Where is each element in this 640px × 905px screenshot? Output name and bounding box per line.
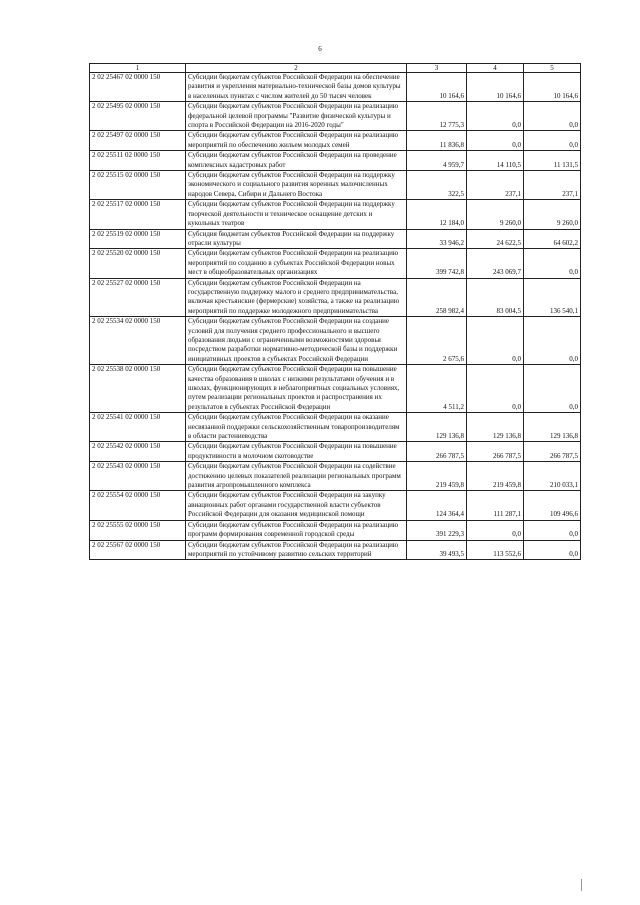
table-row <box>90 317 581 365</box>
row-col4-value: 129 136,8 <box>467 413 524 442</box>
header-col-1: 1 <box>90 64 186 73</box>
row-col4-value: 0,0 <box>467 365 524 413</box>
row-col3-value: 258 982,4 <box>407 278 467 317</box>
row-code: 2 02 25467 02 0000 150 <box>90 73 186 102</box>
row-code: 2 02 25554 02 0000 150 <box>90 491 186 520</box>
budget-table <box>89 63 581 560</box>
row-col3-value: 4 511,2 <box>407 365 467 413</box>
row-name: Субсидии бюджетам субъектов Российской Федерации на повышение качества образования в школах с низкими результатами обучения и в школах, функционирующих в неблагоприятных социальных условиях, путем реализации региональных проектов и распространения их результатов в субъектах Российской Федерации <box>186 365 407 413</box>
table-row <box>90 278 581 317</box>
row-name: Субсидии бюджетам субъектов Российской Федерации на поддержку экономического и социального развития коренных малочисленных народов Севера, Сибири и Дальнего Востока <box>186 171 407 200</box>
row-name: Субсидии бюджетам субъектов Российской Федерации на закупку авиационных работ органами государственной власти субъектов Российской Федерации для оказания медицинской помощи <box>186 491 407 520</box>
row-code: 2 02 25497 02 0000 150 <box>90 131 186 151</box>
row-col4-value: 14 110,5 <box>467 151 524 171</box>
row-name: Субсидии бюджетам субъектов Российской Федерации на реализацию программ формирования современной городской среды <box>186 520 407 540</box>
row-col4-value: 83 004,5 <box>467 278 524 317</box>
row-col5-value: 64 602,2 <box>524 229 581 249</box>
row-col3-value: 10 164,6 <box>407 73 467 102</box>
row-name: Субсидии бюджетам субъектов Российской Федерации на реализацию мероприятий по устойчивому развитию сельских территорий <box>186 540 407 560</box>
row-name: Субсидии бюджетам субъектов Российской Федерации на реализацию мероприятий по обеспечению жильем молодых семей <box>186 131 407 151</box>
row-code: 2 02 25519 02 0000 150 <box>90 229 186 249</box>
table-row <box>90 491 581 520</box>
row-col4-value: 237,1 <box>467 171 524 200</box>
row-code: 2 02 25520 02 0000 150 <box>90 249 186 278</box>
row-col5-value: 11 131,5 <box>524 151 581 171</box>
header-col-5: 5 <box>524 64 581 73</box>
row-col5-value: 0,0 <box>524 249 581 278</box>
row-col4-value: 24 622,5 <box>467 229 524 249</box>
table-row <box>90 229 581 249</box>
row-col3-value: 33 946,2 <box>407 229 467 249</box>
row-col4-value: 0,0 <box>467 131 524 151</box>
row-code: 2 02 25555 02 0000 150 <box>90 520 186 540</box>
row-col3-value: 11 836,8 <box>407 131 467 151</box>
row-code: 2 02 25538 02 0000 150 <box>90 365 186 413</box>
row-col3-value: 12 184,0 <box>407 200 467 229</box>
row-col5-value: 210 033,1 <box>524 462 581 491</box>
row-col4-value: 266 787,5 <box>467 442 524 462</box>
table-row <box>90 171 581 200</box>
row-name: Субсидии бюджетам субъектов Российской Федерации на реализацию федеральной целевой программы "Развитие физической культуры и спорта в Российской Федерации на 2016-2020 годы" <box>186 102 407 131</box>
row-col4-value: 111 287,1 <box>467 491 524 520</box>
row-col3-value: 124 364,4 <box>407 491 467 520</box>
row-col3-value: 2 675,6 <box>407 317 467 365</box>
row-col3-value: 391 229,3 <box>407 520 467 540</box>
row-col3-value: 39 493,5 <box>407 540 467 560</box>
row-col3-value: 4 959,7 <box>407 151 467 171</box>
row-name: Субсидии бюджетам субъектов Российской Федерации на содействие достижению целевых показателей реализации региональных программ развития агропромышленного комплекса <box>186 462 407 491</box>
table-row <box>90 413 581 442</box>
row-name: Субсидии бюджетам субъектов Российской Федерации на государственную поддержку малого и среднего предпринимательства, включая крестьянские (фермерские) хозяйства, а также на реализацию мероприятий по поддержке молодежного предпринимательства <box>186 278 407 317</box>
row-col5-value: 0,0 <box>524 317 581 365</box>
row-name: Субсидии бюджетам субъектов Российской Федерации на реализацию мероприятий по созданию в субъектах Российской Федерации новых мест в общеобразовательных организациях <box>186 249 407 278</box>
row-col3-value: 266 787,5 <box>407 442 467 462</box>
row-col4-value: 0,0 <box>467 520 524 540</box>
table-row <box>90 249 581 278</box>
row-col5-value: 0,0 <box>524 520 581 540</box>
row-code: 2 02 25543 02 0000 150 <box>90 462 186 491</box>
row-name: Субсидии бюджетам субъектов Российской Федерации на обеспечение развития и укрепления материально-технической базы домов культуры в населенных пунктах с числом жителей до 50 тысяч человек <box>186 73 407 102</box>
row-code: 2 02 25495 02 0000 150 <box>90 102 186 131</box>
row-col4-value: 113 552,6 <box>467 540 524 560</box>
row-col4-value: 219 459,8 <box>467 462 524 491</box>
row-name: Субсидия бюджетам субъектов Российской Федерации на поддержку отрасли культуры <box>186 229 407 249</box>
row-name: Субсидии бюджетам субъектов Российской Федерации на проведение комплексных кадастровых работ <box>186 151 407 171</box>
row-code: 2 02 25517 02 0000 150 <box>90 200 186 229</box>
table-row <box>90 131 581 151</box>
row-col5-value: 266 787,5 <box>524 442 581 462</box>
row-col5-value: 136 540,1 <box>524 278 581 317</box>
row-code: 2 02 25567 02 0000 150 <box>90 540 186 560</box>
header-col-2: 2 <box>186 64 407 73</box>
table-row <box>90 200 581 229</box>
row-code: 2 02 25515 02 0000 150 <box>90 171 186 200</box>
row-col3-value: 12 775,3 <box>407 102 467 131</box>
row-col4-value: 243 069,7 <box>467 249 524 278</box>
row-col3-value: 399 742,8 <box>407 249 467 278</box>
row-col4-value: 0,0 <box>467 317 524 365</box>
row-col4-value: 0,0 <box>467 102 524 131</box>
header-row <box>90 64 581 73</box>
row-name: Субсидии бюджетам субъектов Российской Федерации на поддержку творческой деятельности и техническое оснащение детских и кукольных театров <box>186 200 407 229</box>
row-code: 2 02 25527 02 0000 150 <box>90 278 186 317</box>
table-row <box>90 73 581 102</box>
table-row <box>90 442 581 462</box>
row-col3-value: 129 136,8 <box>407 413 467 442</box>
row-col4-value: 9 260,0 <box>467 200 524 229</box>
row-code: 2 02 25541 02 0000 150 <box>90 413 186 442</box>
table-row <box>90 520 581 540</box>
row-name: Субсидии бюджетам субъектов Российской Федерации на оказание несвязанной поддержки сельскохозяйственным товаропроизводителям в области растениеводства <box>186 413 407 442</box>
row-col3-value: 219 459,8 <box>407 462 467 491</box>
header-col-4: 4 <box>467 64 524 73</box>
row-col5-value: 9 260,0 <box>524 200 581 229</box>
table-row <box>90 102 581 131</box>
row-col5-value: 0,0 <box>524 540 581 560</box>
table-row <box>90 540 581 560</box>
row-name: Субсидии бюджетам субъектов Российской Федерации на создание условий для получения среднего профессионального и высшего образования людьми с ограниченными возможностями здоровья посредством разработки нормативно-методической базы и поддержки инициативных проектов в субъектах Российской Федерации <box>186 317 407 365</box>
row-code: 2 02 25534 02 0000 150 <box>90 317 186 365</box>
row-col5-value: 109 496,6 <box>524 491 581 520</box>
row-col3-value: 322,5 <box>407 171 467 200</box>
row-col5-value: 0,0 <box>524 102 581 131</box>
row-col5-value: 10 164,6 <box>524 73 581 102</box>
row-col5-value: 237,1 <box>524 171 581 200</box>
row-col5-value: 0,0 <box>524 131 581 151</box>
row-code: 2 02 25542 02 0000 150 <box>90 442 186 462</box>
row-name: Субсидии бюджетам субъектов Российской Федерации на повышение продуктивности в молочном скотоводстве <box>186 442 407 462</box>
table-row <box>90 151 581 171</box>
table-row <box>90 365 581 413</box>
row-code: 2 02 25511 02 0000 150 <box>90 151 186 171</box>
row-col5-value: 0,0 <box>524 365 581 413</box>
edge-mark <box>581 879 582 891</box>
row-col4-value: 10 164,6 <box>467 73 524 102</box>
table-row <box>90 462 581 491</box>
row-col5-value: 129 136,8 <box>524 413 581 442</box>
page-number: 6 <box>318 45 322 53</box>
header-col-3: 3 <box>407 64 467 73</box>
